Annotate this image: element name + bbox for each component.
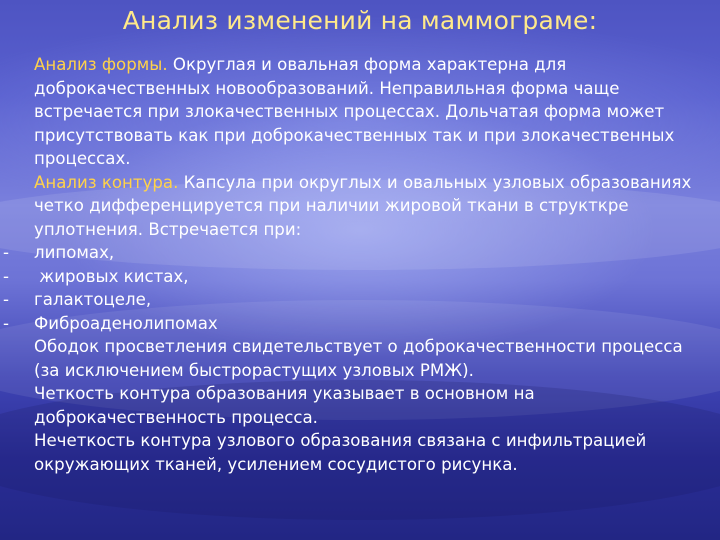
slide-title: Анализ изменений на маммограме:: [122, 6, 598, 35]
list-item-text: жировых кистах,: [34, 266, 189, 286]
contour-analysis-label: Анализ контура.: [34, 172, 179, 192]
list-item: [0, 241, 720, 265]
contour-blur-paragraph: Нечеткость контура узлового образования связана с инфильтрацией окружающих тканей, усилением сосудистого рисунка.: [34, 431, 647, 474]
list-item: [0, 312, 720, 336]
dash-marker: -: [3, 243, 9, 262]
contour-analysis-text: Капсула при округлых и овальных узловых образованиях четко дифференцируется при наличии жировой ткани в структкре уплотнения. Встречается при:: [34, 172, 692, 239]
shape-analysis-text: Округлая и овальная форма характерна для доброкачественных новообразований. Неправильная форма чаще встречается при злокачественных процессах. Дольчатая форма может присутствовать как при доброкачественных так и при злокачественных процессах.: [34, 55, 675, 168]
list-item: [0, 265, 720, 289]
dash-marker: -: [3, 313, 9, 333]
shape-analysis-paragraph: [0, 53, 720, 171]
list-item-text: галактоцеле,: [34, 290, 152, 309]
slide-body: [0, 53, 720, 476]
halo-paragraph: Ободок просветления свидетельствует о доброкачественности процесса (за исключением быстрорастущих узловых РМЖ).: [34, 337, 683, 380]
list-item: [0, 288, 720, 312]
list-item-text: липомах,: [34, 243, 115, 262]
contour-analysis-paragraph: [0, 171, 720, 242]
shape-analysis-label: Анализ формы.: [34, 55, 168, 74]
dash-marker: -: [3, 290, 9, 309]
list-item-text: Фиброаденолипомах: [34, 313, 218, 333]
dash-marker: -: [3, 266, 9, 286]
contour-clarity-paragraph: Четкость контура образования указывает в основном на доброкачественность процесса.: [34, 384, 535, 427]
